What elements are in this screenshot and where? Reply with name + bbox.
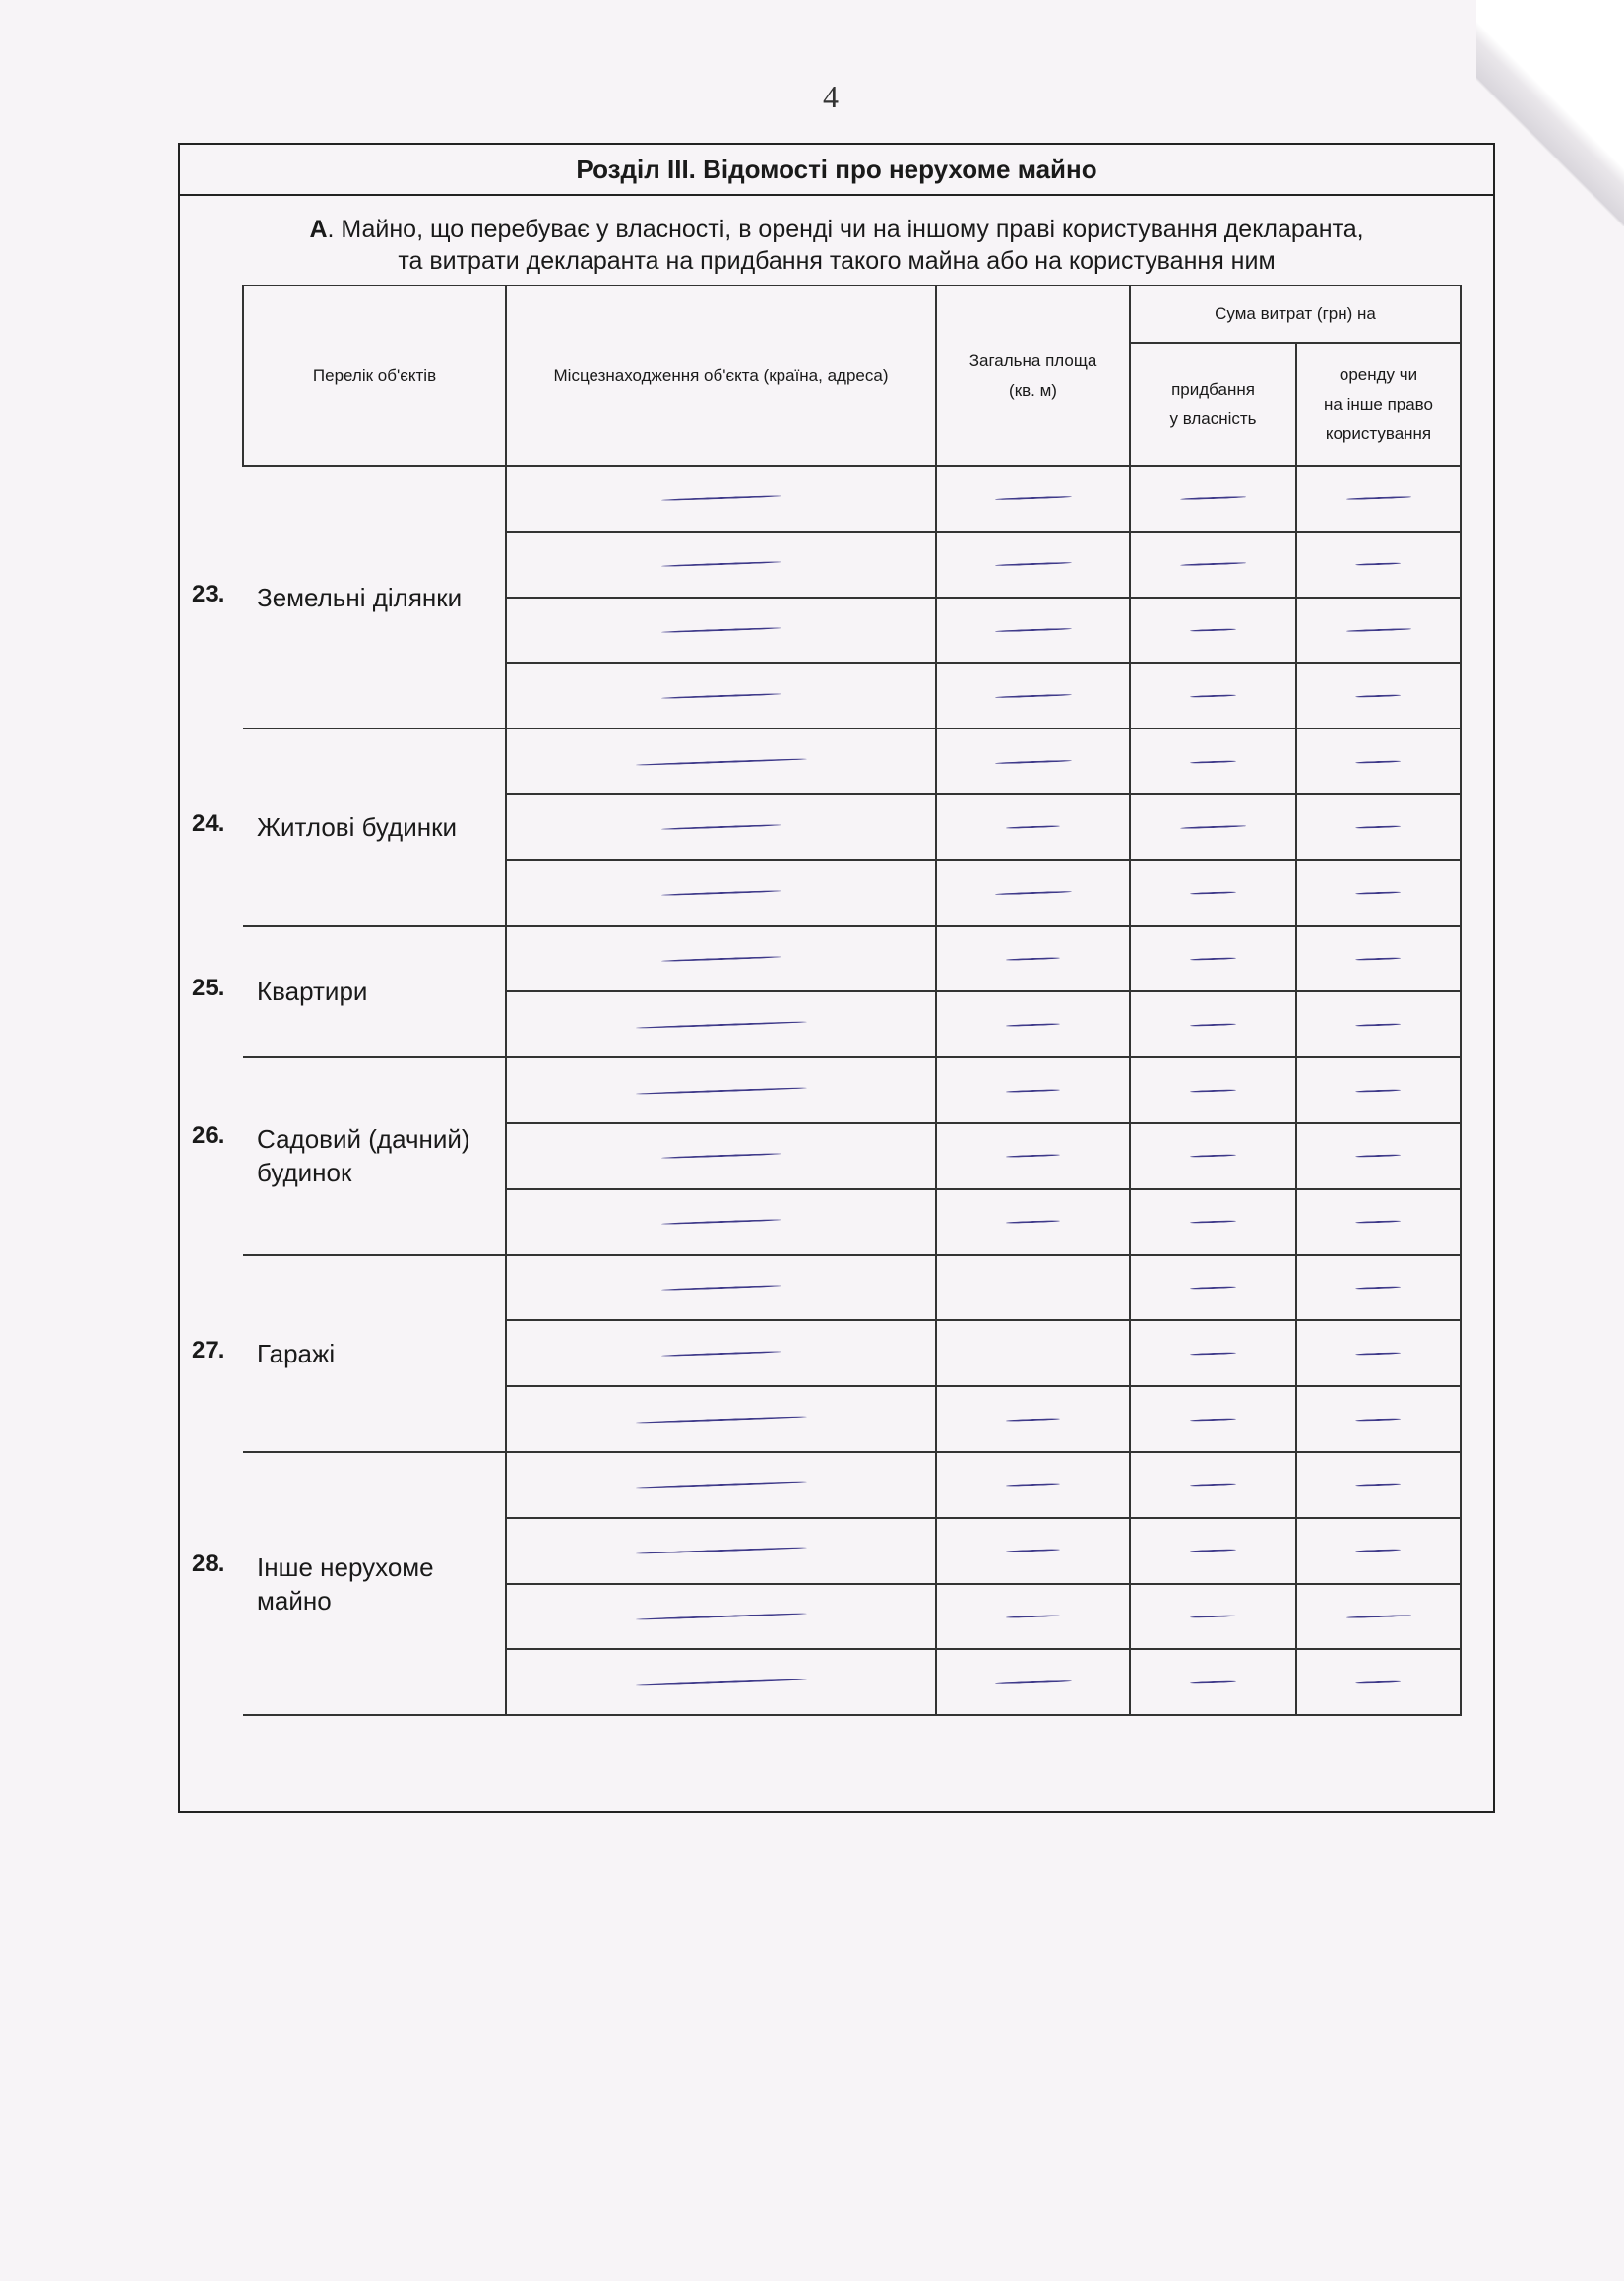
row-number: 28. <box>192 1550 225 1577</box>
dash-mark <box>661 824 781 830</box>
dash-mark <box>661 890 781 896</box>
dash-mark <box>994 1679 1071 1684</box>
dash-mark <box>1355 1680 1401 1684</box>
row-label <box>192 1452 506 1715</box>
row-number: 27. <box>192 1336 225 1363</box>
row-name: Земельні ділянки <box>257 582 463 612</box>
dash-mark <box>1355 760 1401 764</box>
dash-mark <box>1190 1352 1236 1356</box>
dash-mark <box>1355 957 1401 961</box>
table-row <box>243 1255 1461 1321</box>
dash-mark <box>661 495 781 501</box>
dash-mark <box>1190 1155 1236 1159</box>
table-row <box>243 1057 1461 1123</box>
dash-mark <box>1190 1484 1236 1488</box>
dash-mark <box>1180 825 1246 829</box>
dash-mark <box>1190 1089 1236 1093</box>
dash-mark <box>1006 1154 1060 1158</box>
dash-mark <box>661 561 781 567</box>
dash-mark <box>636 758 807 766</box>
dash-mark <box>1006 1549 1060 1552</box>
dash-mark <box>1345 1615 1410 1618</box>
dash-mark <box>994 759 1071 764</box>
dash-mark <box>1355 1549 1401 1552</box>
dash-mark <box>661 956 781 962</box>
dash-mark <box>661 627 781 633</box>
table-row <box>243 466 1461 532</box>
dash-mark <box>994 693 1071 698</box>
dash-mark <box>1355 694 1401 698</box>
dash-mark <box>1190 1286 1236 1290</box>
dash-mark <box>1355 1484 1401 1488</box>
dash-mark <box>1190 760 1236 764</box>
dash-mark <box>636 1613 807 1620</box>
dash-mark <box>1190 1220 1236 1224</box>
row-number: 26. <box>192 1122 225 1150</box>
subsection-letter: А <box>309 216 328 243</box>
row-name: Садовий (дачний) будинок <box>257 1124 470 1188</box>
header-location: Місцезнаходження об'єкта (країна, адреса) <box>506 285 936 466</box>
dash-mark <box>994 496 1071 501</box>
dash-mark <box>1355 1155 1401 1159</box>
dash-mark <box>1190 694 1236 698</box>
property-table <box>192 285 1462 1716</box>
row-label <box>192 1255 506 1452</box>
dash-mark <box>1190 1549 1236 1552</box>
header-costs: Сума витрат (грн) на <box>1130 285 1461 343</box>
dash-mark <box>1006 1483 1060 1487</box>
dash-mark <box>1190 1615 1236 1618</box>
header-purchase: придбання у власність <box>1130 343 1296 466</box>
row-number: 24. <box>192 810 225 838</box>
dash-mark <box>994 562 1071 567</box>
dash-mark <box>1180 496 1246 500</box>
table-row <box>243 926 1461 992</box>
subsection-line-1: . Майно, що перебуває у власності, в оренді чи на іншому праві користування декларанта, <box>327 216 1364 243</box>
header-area: Загальна площа (кв. м) <box>936 285 1130 466</box>
dash-mark <box>1006 1089 1060 1093</box>
dash-mark <box>1355 1220 1401 1224</box>
dash-mark <box>661 693 781 699</box>
dash-mark <box>1345 496 1410 500</box>
row-name: Інше нерухоме майно <box>257 1552 434 1616</box>
row-number: 25. <box>192 975 225 1002</box>
dash-mark <box>636 1547 807 1554</box>
row-label <box>192 1057 506 1254</box>
table-row <box>243 729 1461 794</box>
row-label <box>192 926 506 1058</box>
dash-mark <box>1006 1615 1060 1618</box>
section-title: Розділ III. Відомості про нерухоме майно <box>180 145 1493 196</box>
row-name: Квартири <box>257 977 368 1007</box>
dash-mark <box>1190 1418 1236 1422</box>
dash-mark <box>1006 957 1060 961</box>
header-objects: Перелік об'єктів <box>243 285 506 466</box>
dash-mark <box>1190 628 1236 632</box>
dash-mark <box>1355 1352 1401 1356</box>
dash-mark <box>661 1351 781 1357</box>
dash-mark <box>636 1481 807 1489</box>
dash-mark <box>1355 1418 1401 1422</box>
dash-mark <box>994 891 1071 896</box>
page-number: 4 <box>823 79 839 114</box>
row-label <box>192 729 506 925</box>
row-number: 23. <box>192 580 225 607</box>
table-row <box>243 1452 1461 1518</box>
header-rent: оренду чи на інше право користування <box>1296 343 1461 466</box>
dash-mark <box>1006 825 1060 829</box>
dash-mark <box>661 1285 781 1291</box>
dash-mark <box>1355 891 1401 895</box>
dash-mark <box>636 1087 807 1095</box>
dash-mark <box>636 1416 807 1424</box>
dash-mark <box>1355 1286 1401 1290</box>
dash-mark <box>1355 562 1401 566</box>
dash-mark <box>1355 1023 1401 1027</box>
section-frame <box>178 143 1495 1813</box>
dash-mark <box>661 1219 781 1225</box>
dash-mark <box>994 628 1071 633</box>
dash-mark <box>1006 1023 1060 1027</box>
row-label <box>192 466 506 729</box>
dash-mark <box>636 1679 807 1686</box>
row-name: Гаражі <box>257 1338 336 1368</box>
dash-mark <box>1190 957 1236 961</box>
subsection-line-2: та витрати декларанта на придбання такого майна або на користування ним <box>398 247 1276 275</box>
dash-mark <box>1006 1220 1060 1224</box>
folded-page-corner <box>1476 0 1624 226</box>
dash-mark <box>1355 1089 1401 1093</box>
dash-mark <box>661 1153 781 1159</box>
dash-mark <box>1355 826 1401 830</box>
row-name: Житлові будинки <box>257 812 458 843</box>
dash-mark <box>1190 891 1236 895</box>
subsection-title <box>180 214 1493 277</box>
dash-mark <box>1190 1023 1236 1027</box>
dash-mark <box>1006 1418 1060 1422</box>
dash-mark <box>1180 562 1246 566</box>
dash-mark <box>636 1021 807 1029</box>
dash-mark <box>1345 628 1410 632</box>
dash-mark <box>1190 1680 1236 1684</box>
